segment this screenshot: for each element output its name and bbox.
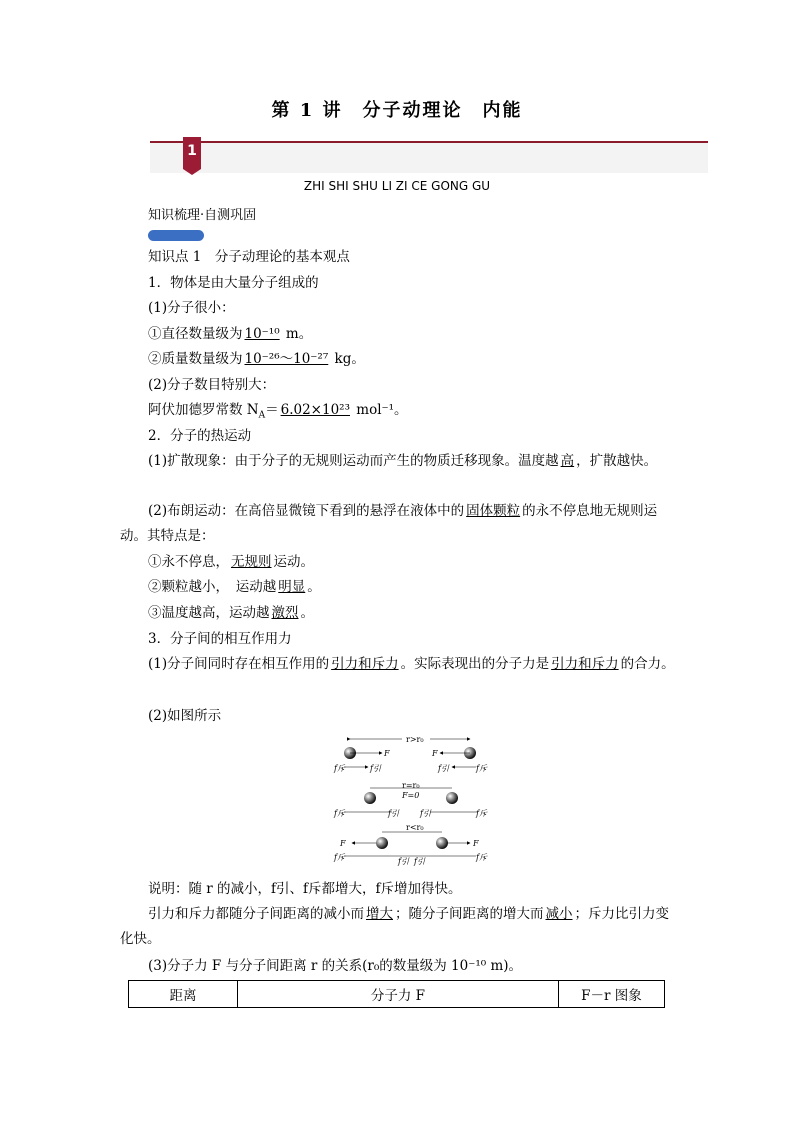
answer-diameter: 10⁻¹⁰	[244, 326, 280, 342]
avogadro-text: 阿伏加德罗常数 N	[148, 402, 259, 418]
answer-decrease: 减小	[545, 906, 573, 922]
avogadro-sub: A	[258, 410, 266, 421]
row3-F-left: F	[340, 839, 346, 848]
row1-fatt-left: f引	[370, 764, 381, 773]
item-2-2a-text: ①永不停息，	[148, 554, 229, 570]
section-badge: 1	[183, 137, 201, 169]
heading-1: 1．物体是由大量分子组成的	[148, 275, 319, 291]
section-badge-tip	[183, 169, 201, 175]
item-2-2b-end: 。	[307, 579, 321, 595]
brownian-text-end: 的永不停息地无规则运动。其特点是：	[120, 503, 658, 544]
force-distance-table	[128, 980, 665, 1008]
item-1-1a-text: ①直径数量级为	[148, 326, 243, 342]
item-1-1b-text: ②质量数量级为	[148, 351, 243, 367]
row3-label: r<r₀	[406, 823, 424, 832]
col-distance: 距离	[129, 981, 238, 1008]
answer-mass: 10⁻²⁶～10⁻²⁷	[244, 351, 329, 367]
row1-frep-right: f斥	[476, 764, 487, 773]
avogadro-unit: mol⁻¹。	[351, 402, 408, 418]
distance-text-mid: ；随分子间距离的增大而	[395, 906, 544, 922]
item-2-2b	[148, 578, 321, 596]
row2-sub: F=0	[402, 791, 420, 800]
item-1-2: (2)分子数目特别大：	[148, 377, 276, 393]
force-text: (1)分子间同时存在相互作用的	[148, 656, 330, 672]
row1-F-right: F	[432, 749, 438, 758]
answer-intense: 激烈	[271, 605, 299, 621]
answer-diffusion: 高	[560, 453, 575, 469]
item-2-2a-end: 运动。	[273, 554, 314, 570]
col-force: 分子力 F	[238, 981, 559, 1008]
row3-fatt-left: f引	[398, 857, 409, 866]
row3-frep-right: f斥	[476, 853, 487, 862]
distance-text-end: ；斥力比引力变化快。	[120, 906, 669, 947]
section-pinyin: ZHI SHI SHU LI ZI CE GONG GU	[303, 179, 491, 193]
item-3-2: (2)如图所示	[148, 708, 222, 724]
row1-F-left: F	[384, 749, 390, 758]
item-1-1b-unit: kg。	[330, 351, 365, 367]
heading-3: 3．分子间的相互作用力	[148, 631, 292, 647]
answer-forces-2: 引力和斥力	[551, 656, 619, 672]
molecular-force-diagram	[330, 730, 490, 868]
brownian-paragraph	[120, 499, 680, 549]
section-subtitle: 知识梳理·自测巩固	[148, 208, 257, 223]
table-header-row	[129, 981, 665, 1008]
row1-frep-left: f斥	[334, 764, 345, 773]
brownian-text: (2)布朗运动：在高倍显微镜下看到的悬浮在液体中的	[148, 503, 465, 519]
row2-fatt-right: f引	[420, 809, 431, 818]
item-2-2b-text: ②颗粒越小， 运动越	[148, 579, 277, 595]
molecule-3a	[376, 837, 388, 849]
item-1-1a-unit: m。	[281, 326, 313, 342]
molecule-3b	[436, 837, 448, 849]
molecule-2a	[364, 792, 376, 804]
section-pill-marker	[148, 230, 204, 241]
item-1-1a	[148, 325, 312, 343]
row3-fatt-right: f引	[414, 857, 425, 866]
item-1-1: (1)分子很小：	[148, 300, 235, 316]
answer-increase: 增大	[366, 906, 393, 922]
answer-forces-1: 引力和斥力	[331, 656, 399, 672]
row1-fatt-right: f引	[438, 764, 449, 773]
heading-2: 2．分子的热运动	[148, 428, 252, 444]
diffusion-text-end: ，扩散越快。	[576, 453, 658, 469]
diagram-note: 说明：随 r 的减小，f引、f斥都增大，f斥增加得快。	[148, 881, 462, 897]
answer-avogadro: 6.02×10²³	[280, 402, 350, 418]
row2-label: r=r₀	[402, 781, 420, 790]
header-band	[150, 143, 708, 173]
col-graph: F－r 图象	[558, 981, 664, 1008]
answer-irregular: 无规则	[231, 554, 272, 570]
knowledge-point-heading: 知识点 1 分子动理论的基本观点	[148, 249, 350, 265]
force-text-mid: 。实际表现出的分子力是	[400, 656, 550, 672]
row2-frep-right: f斥	[476, 809, 487, 818]
answer-brownian: 固体颗粒	[466, 503, 521, 519]
item-2-2c	[148, 604, 314, 622]
item-2-2a	[148, 553, 314, 571]
row3-F-right: F	[473, 839, 479, 848]
item-3-3: (3)分子力 F 与分子间距离 r 的关系(r₀的数量级为 10⁻¹⁰ m)。	[148, 958, 523, 974]
diffusion-paragraph	[120, 449, 680, 474]
avogadro-eq: ＝	[265, 402, 279, 418]
force-text-end: 的合力。	[620, 656, 675, 672]
row1-label: r>r₀	[406, 735, 424, 744]
answer-obvious: 明显	[278, 579, 306, 595]
distance-paragraph	[120, 902, 680, 952]
row2-frep-left: f斥	[334, 809, 345, 818]
force-paragraph	[120, 652, 680, 677]
row3-frep-left: f斥	[334, 853, 345, 862]
page-title: 第 1 讲 分子动理论 内能	[271, 100, 523, 121]
item-2-2c-text: ③温度越高，运动越	[148, 605, 270, 621]
distance-text: 引力和斥力都随分子间距离的减小而	[148, 906, 364, 922]
item-2-2c-end: 。	[300, 605, 314, 621]
item-1-1b	[148, 350, 365, 368]
header-rule	[150, 141, 708, 143]
molecule-2b	[446, 792, 458, 804]
diffusion-text: (1)扩散现象：由于分子的无规则运动而产生的物质迁移现象。温度越	[148, 453, 559, 469]
item-1-2a	[148, 401, 408, 425]
row2-fatt-left: f引	[388, 809, 399, 818]
